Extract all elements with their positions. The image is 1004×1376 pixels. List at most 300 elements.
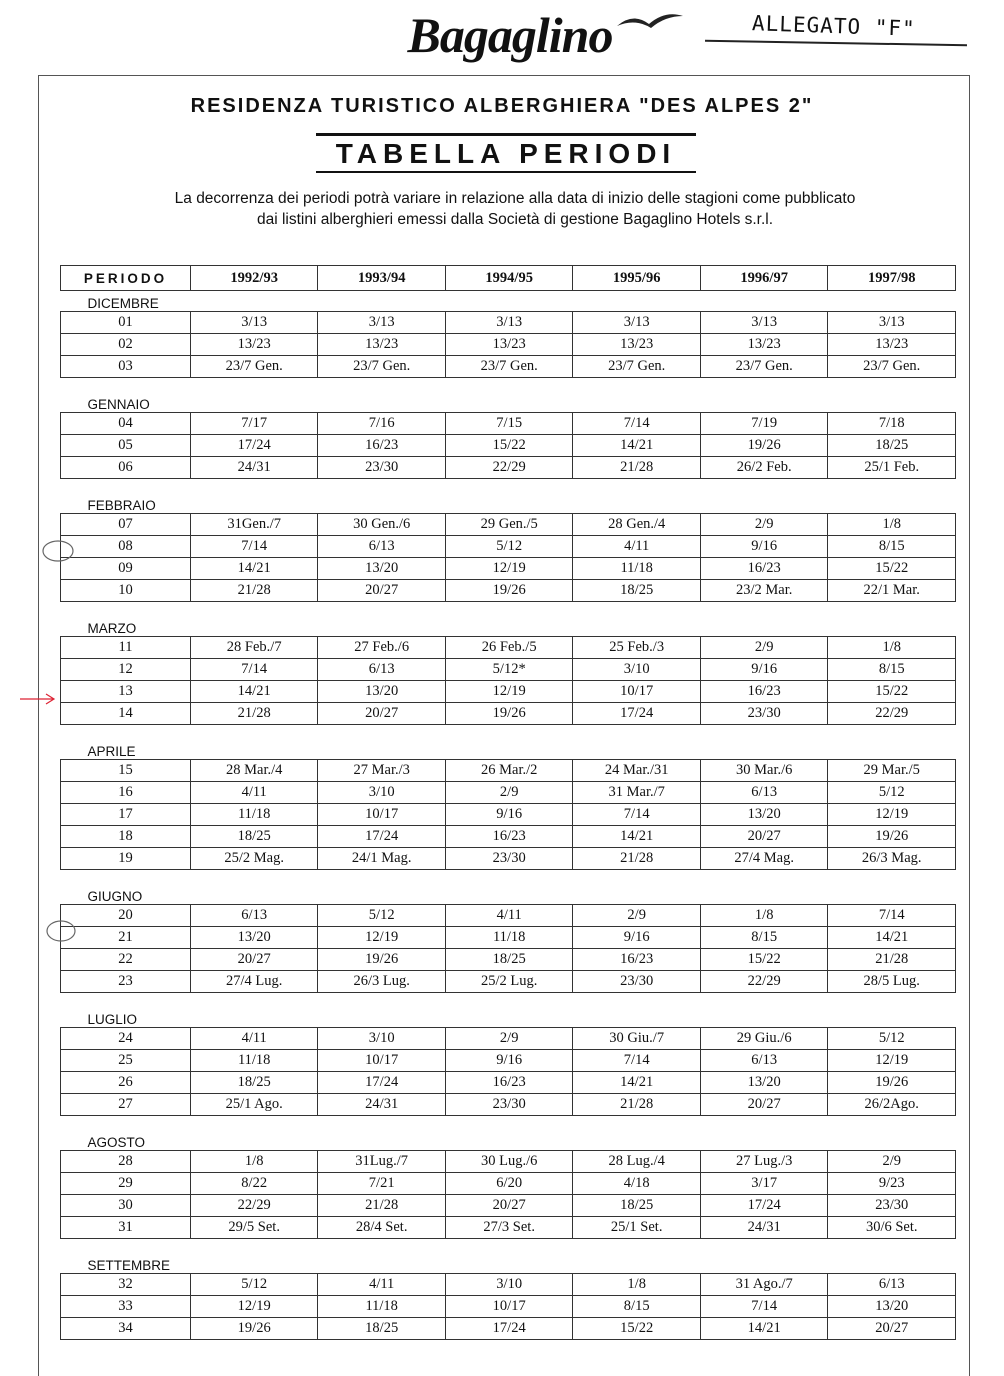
period-number-cell: 28 <box>61 1151 191 1173</box>
period-dates-cell: 21/28 <box>190 580 318 602</box>
period-dates-cell: 27/4 Lug. <box>190 971 318 993</box>
section-gap-cell <box>61 725 956 738</box>
period-dates-cell: 3/17 <box>700 1173 828 1195</box>
period-dates-cell: 3/13 <box>445 312 573 334</box>
section-gap-cell <box>61 870 956 883</box>
period-dates-cell: 3/13 <box>318 312 446 334</box>
period-dates-cell: 12/19 <box>828 804 956 826</box>
month-header-row <box>61 737 956 760</box>
period-dates-cell: 27/3 Set. <box>445 1217 573 1239</box>
period-dates-cell: 25/2 Lug. <box>445 971 573 993</box>
period-dates-cell: 26/3 Mag. <box>828 848 956 870</box>
period-dates-cell: 20/27 <box>190 949 318 971</box>
period-dates-cell: 11/18 <box>318 1296 446 1318</box>
period-number-cell: 10 <box>61 580 191 602</box>
period-dates-cell: 30 Gen./6 <box>318 514 446 536</box>
period-dates-cell: 3/10 <box>573 659 701 681</box>
column-header-season: 1995/96 <box>573 266 701 291</box>
period-dates-cell: 4/11 <box>445 905 573 927</box>
month-label: SETTEMBRE <box>87 1258 171 1273</box>
period-dates-cell: 9/16 <box>445 804 573 826</box>
period-dates-cell: 6/20 <box>445 1173 573 1195</box>
period-dates-cell: 8/22 <box>190 1173 318 1195</box>
period-dates-cell: 15/22 <box>828 558 956 580</box>
period-dates-cell: 27/4 Mag. <box>700 848 828 870</box>
period-dates-cell: 7/14 <box>700 1296 828 1318</box>
period-number-cell: 06 <box>61 457 191 479</box>
period-dates-cell: 14/21 <box>573 435 701 457</box>
period-number-cell: 02 <box>61 334 191 356</box>
table-row <box>61 580 956 602</box>
period-dates-cell: 22/29 <box>828 703 956 725</box>
period-dates-cell: 2/9 <box>828 1151 956 1173</box>
period-dates-cell: 3/13 <box>700 312 828 334</box>
month-header-row <box>61 291 956 312</box>
period-number-cell: 14 <box>61 703 191 725</box>
period-dates-cell: 16/23 <box>573 949 701 971</box>
period-dates-cell: 4/11 <box>573 536 701 558</box>
period-number-cell: 29 <box>61 1173 191 1195</box>
period-number-cell: 34 <box>61 1318 191 1340</box>
period-dates-cell: 7/15 <box>445 413 573 435</box>
period-dates-cell: 7/16 <box>318 413 446 435</box>
period-dates-cell: 1/8 <box>573 1274 701 1296</box>
table-row <box>61 356 956 378</box>
period-dates-cell: 7/21 <box>318 1173 446 1195</box>
period-dates-cell: 26 Feb./5 <box>445 637 573 659</box>
period-number-cell: 21 <box>61 927 191 949</box>
month-header-row <box>61 1251 956 1274</box>
month-label: APRILE <box>87 744 136 759</box>
period-dates-cell: 2/9 <box>700 514 828 536</box>
period-dates-cell: 14/21 <box>190 558 318 580</box>
period-dates-cell: 3/10 <box>318 1028 446 1050</box>
period-dates-cell: 21/28 <box>573 848 701 870</box>
period-dates-cell: 30 Giu./7 <box>573 1028 701 1050</box>
period-dates-cell: 28/5 Lug. <box>828 971 956 993</box>
table-row <box>61 1195 956 1217</box>
period-dates-cell: 19/26 <box>828 826 956 848</box>
period-dates-cell: 15/22 <box>700 949 828 971</box>
period-dates-cell: 23/30 <box>573 971 701 993</box>
table-row <box>61 558 956 580</box>
period-dates-cell: 9/16 <box>700 536 828 558</box>
period-dates-cell: 1/8 <box>828 514 956 536</box>
period-dates-cell: 19/26 <box>318 949 446 971</box>
period-dates-cell: 23/7 Gen. <box>828 356 956 378</box>
period-dates-cell: 26 Mar./2 <box>445 760 573 782</box>
month-header-row <box>61 491 956 514</box>
period-dates-cell: 31 Mar./7 <box>573 782 701 804</box>
period-dates-cell: 21/28 <box>190 703 318 725</box>
period-dates-cell: 11/18 <box>190 804 318 826</box>
period-dates-cell: 20/27 <box>700 826 828 848</box>
period-number-cell: 30 <box>61 1195 191 1217</box>
period-dates-cell: 7/18 <box>828 413 956 435</box>
period-dates-cell: 18/25 <box>190 826 318 848</box>
period-dates-cell: 24/31 <box>318 1094 446 1116</box>
period-dates-cell: 25/1 Feb. <box>828 457 956 479</box>
period-dates-cell: 3/13 <box>190 312 318 334</box>
table-row <box>61 1217 956 1239</box>
period-dates-cell: 6/13 <box>190 905 318 927</box>
period-dates-cell: 18/25 <box>828 435 956 457</box>
period-dates-cell: 20/27 <box>445 1195 573 1217</box>
table-row <box>61 1028 956 1050</box>
period-dates-cell: 17/24 <box>318 826 446 848</box>
period-dates-cell: 23/7 Gen. <box>318 356 446 378</box>
period-dates-cell: 3/10 <box>318 782 446 804</box>
period-dates-cell: 24/31 <box>190 457 318 479</box>
table-row <box>61 1274 956 1296</box>
month-label: DICEMBRE <box>87 296 159 311</box>
period-number-cell: 08 <box>61 536 191 558</box>
period-dates-cell: 21/28 <box>573 1094 701 1116</box>
period-dates-cell: 19/26 <box>190 1318 318 1340</box>
table-header-row <box>61 266 956 291</box>
column-header-season: 1992/93 <box>190 266 318 291</box>
month-label: FEBBRAIO <box>87 498 156 513</box>
table-row <box>61 1050 956 1072</box>
month-label: AGOSTO <box>87 1135 146 1150</box>
period-dates-cell: 15/22 <box>828 681 956 703</box>
period-dates-cell: 15/22 <box>573 1318 701 1340</box>
period-dates-cell: 2/9 <box>700 637 828 659</box>
period-dates-cell: 10/17 <box>318 804 446 826</box>
period-dates-cell: 7/14 <box>573 1050 701 1072</box>
table-row <box>61 312 956 334</box>
period-dates-cell: 1/8 <box>190 1151 318 1173</box>
period-dates-cell: 23/7 Gen. <box>700 356 828 378</box>
column-header-season: 1993/94 <box>318 266 446 291</box>
period-number-cell: 04 <box>61 413 191 435</box>
period-dates-cell: 13/23 <box>190 334 318 356</box>
table-row <box>61 949 956 971</box>
brand-logo: Bagaglino <box>407 7 613 63</box>
table-row <box>61 971 956 993</box>
section-gap <box>61 1116 956 1129</box>
section-gap <box>61 993 956 1006</box>
period-dates-cell: 18/25 <box>573 580 701 602</box>
section-gap-cell <box>61 1116 956 1129</box>
period-dates-cell: 5/12 <box>445 536 573 558</box>
period-number-cell: 26 <box>61 1072 191 1094</box>
period-dates-cell: 18/25 <box>445 949 573 971</box>
period-number-cell: 32 <box>61 1274 191 1296</box>
section-gap <box>61 725 956 738</box>
period-dates-cell: 7/14 <box>573 804 701 826</box>
period-dates-cell: 18/25 <box>318 1318 446 1340</box>
table-row <box>61 1318 956 1340</box>
period-dates-cell: 1/8 <box>828 637 956 659</box>
period-dates-cell: 21/28 <box>828 949 956 971</box>
table-row <box>61 782 956 804</box>
period-number-cell: 24 <box>61 1028 191 1050</box>
table-row <box>61 1151 956 1173</box>
table-row <box>61 435 956 457</box>
period-dates-cell: 14/21 <box>190 681 318 703</box>
period-dates-cell: 12/19 <box>445 681 573 703</box>
period-dates-cell: 8/15 <box>700 927 828 949</box>
period-dates-cell: 26/3 Lug. <box>318 971 446 993</box>
period-number-cell: 25 <box>61 1050 191 1072</box>
period-number-cell: 19 <box>61 848 191 870</box>
table-row <box>61 1173 956 1195</box>
period-dates-cell: 16/23 <box>318 435 446 457</box>
period-dates-cell: 27 Feb./6 <box>318 637 446 659</box>
period-dates-cell: 2/9 <box>573 905 701 927</box>
period-dates-cell: 23/7 Gen. <box>445 356 573 378</box>
period-number-cell: 31 <box>61 1217 191 1239</box>
period-dates-cell: 12/19 <box>445 558 573 580</box>
period-dates-cell: 5/12* <box>445 659 573 681</box>
period-dates-cell: 26/2Ago. <box>828 1094 956 1116</box>
period-dates-cell: 12/19 <box>828 1050 956 1072</box>
table-row <box>61 659 956 681</box>
period-dates-cell: 17/24 <box>318 1072 446 1094</box>
period-dates-cell: 22/29 <box>190 1195 318 1217</box>
period-number-cell: 07 <box>61 514 191 536</box>
period-dates-cell: 31Lug./7 <box>318 1151 446 1173</box>
period-dates-cell: 25/2 Mag. <box>190 848 318 870</box>
period-dates-cell: 8/15 <box>828 536 956 558</box>
table-row <box>61 703 956 725</box>
period-dates-cell: 11/18 <box>190 1050 318 1072</box>
column-header-season: 1997/98 <box>828 266 956 291</box>
section-gap <box>61 870 956 883</box>
period-dates-cell: 6/13 <box>700 1050 828 1072</box>
period-dates-cell: 24/1 Mag. <box>318 848 446 870</box>
page-title: TABELLA PERIODI <box>316 133 696 173</box>
table-row <box>61 760 956 782</box>
period-number-cell: 15 <box>61 760 191 782</box>
period-dates-cell: 16/23 <box>700 558 828 580</box>
column-header-season: 1996/97 <box>700 266 828 291</box>
intro-line-1: La decorrenza dei periodi potrà variare in relazione alla data di inizio delle stagioni come pubblicato <box>174 190 856 207</box>
period-dates-cell: 30 Mar./6 <box>700 760 828 782</box>
period-dates-cell: 28 Mar./4 <box>190 760 318 782</box>
period-dates-cell: 9/16 <box>700 659 828 681</box>
column-header-period: PERIODO <box>61 266 191 291</box>
period-dates-cell: 25/1 Set. <box>573 1217 701 1239</box>
table-row <box>61 1296 956 1318</box>
intro-paragraph <box>120 188 910 230</box>
period-dates-cell: 11/18 <box>445 927 573 949</box>
period-dates-cell: 19/26 <box>700 435 828 457</box>
table-row <box>61 804 956 826</box>
period-dates-cell: 5/12 <box>828 1028 956 1050</box>
period-dates-cell: 13/23 <box>573 334 701 356</box>
period-dates-cell: 5/12 <box>318 905 446 927</box>
period-dates-cell: 13/20 <box>318 681 446 703</box>
section-gap <box>61 1239 956 1252</box>
period-dates-cell: 19/26 <box>445 580 573 602</box>
period-dates-cell: 23/2 Mar. <box>700 580 828 602</box>
period-dates-cell: 10/17 <box>573 681 701 703</box>
red-arrow-mark-icon <box>18 692 60 706</box>
period-number-cell: 16 <box>61 782 191 804</box>
period-dates-cell: 12/19 <box>190 1296 318 1318</box>
section-gap <box>61 479 956 492</box>
period-dates-cell: 14/21 <box>573 826 701 848</box>
table-row <box>61 1094 956 1116</box>
periods-body <box>61 291 956 1340</box>
period-dates-cell: 13/20 <box>318 558 446 580</box>
period-dates-cell: 14/21 <box>573 1072 701 1094</box>
period-number-cell: 27 <box>61 1094 191 1116</box>
period-dates-cell: 14/21 <box>828 927 956 949</box>
table-row <box>61 848 956 870</box>
section-gap <box>61 378 956 391</box>
table-row <box>61 1072 956 1094</box>
table-row <box>61 457 956 479</box>
table-row <box>61 536 956 558</box>
handwritten-underline <box>705 40 967 47</box>
section-gap-cell <box>61 378 956 391</box>
period-number-cell: 20 <box>61 905 191 927</box>
period-dates-cell: 18/25 <box>573 1195 701 1217</box>
period-dates-cell: 13/23 <box>318 334 446 356</box>
period-dates-cell: 5/12 <box>828 782 956 804</box>
period-dates-cell: 3/10 <box>445 1274 573 1296</box>
period-number-cell: 13 <box>61 681 191 703</box>
period-dates-cell: 31Gen./7 <box>190 514 318 536</box>
period-number-cell: 33 <box>61 1296 191 1318</box>
period-dates-cell: 13/20 <box>828 1296 956 1318</box>
period-dates-cell: 6/13 <box>828 1274 956 1296</box>
section-gap <box>61 602 956 615</box>
month-header-row <box>61 390 956 413</box>
section-gap-cell <box>61 993 956 1006</box>
period-dates-cell: 8/15 <box>573 1296 701 1318</box>
month-label: GIUGNO <box>87 889 143 904</box>
period-number-cell: 11 <box>61 637 191 659</box>
table-row <box>61 334 956 356</box>
period-number-cell: 09 <box>61 558 191 580</box>
period-number-cell: 23 <box>61 971 191 993</box>
period-dates-cell: 2/9 <box>445 1028 573 1050</box>
period-number-cell: 17 <box>61 804 191 826</box>
period-dates-cell: 21/28 <box>318 1195 446 1217</box>
period-dates-cell: 12/19 <box>318 927 446 949</box>
period-dates-cell: 22/29 <box>445 457 573 479</box>
period-dates-cell: 10/17 <box>318 1050 446 1072</box>
period-dates-cell: 11/18 <box>573 558 701 580</box>
period-dates-cell: 26/2 Feb. <box>700 457 828 479</box>
periods-table <box>60 265 956 1340</box>
period-dates-cell: 20/27 <box>700 1094 828 1116</box>
period-dates-cell: 6/13 <box>700 782 828 804</box>
period-dates-cell: 3/13 <box>573 312 701 334</box>
handwritten-circle-mark <box>40 537 76 567</box>
month-label: GENNAIO <box>87 397 150 412</box>
period-dates-cell: 6/13 <box>318 659 446 681</box>
period-dates-cell: 19/26 <box>828 1072 956 1094</box>
period-number-cell: 12 <box>61 659 191 681</box>
period-dates-cell: 20/27 <box>828 1318 956 1340</box>
period-dates-cell: 27 Mar./3 <box>318 760 446 782</box>
column-header-season: 1994/95 <box>445 266 573 291</box>
period-dates-cell: 30/6 Set. <box>828 1217 956 1239</box>
period-dates-cell: 23/30 <box>700 703 828 725</box>
month-label: LUGLIO <box>87 1012 138 1027</box>
period-dates-cell: 4/18 <box>573 1173 701 1195</box>
period-dates-cell: 28 Lug./4 <box>573 1151 701 1173</box>
period-dates-cell: 9/16 <box>445 1050 573 1072</box>
section-gap-cell <box>61 479 956 492</box>
period-dates-cell: 7/14 <box>190 659 318 681</box>
period-dates-cell: 13/20 <box>190 927 318 949</box>
section-gap-cell <box>61 602 956 615</box>
period-dates-cell: 13/20 <box>700 1072 828 1094</box>
attachment-label: ALLEGATO "F" <box>751 11 917 41</box>
period-dates-cell: 29/5 Set. <box>190 1217 318 1239</box>
period-dates-cell: 18/25 <box>190 1072 318 1094</box>
period-dates-cell: 9/23 <box>828 1173 956 1195</box>
period-dates-cell: 25/1 Ago. <box>190 1094 318 1116</box>
period-dates-cell: 29 Gen./5 <box>445 514 573 536</box>
period-number-cell: 18 <box>61 826 191 848</box>
period-dates-cell: 20/27 <box>318 580 446 602</box>
period-dates-cell: 8/15 <box>828 659 956 681</box>
month-header-row <box>61 882 956 905</box>
period-dates-cell: 7/14 <box>190 536 318 558</box>
period-dates-cell: 17/24 <box>573 703 701 725</box>
period-dates-cell: 17/24 <box>700 1195 828 1217</box>
period-dates-cell: 27 Lug./3 <box>700 1151 828 1173</box>
table-row <box>61 413 956 435</box>
period-dates-cell: 1/8 <box>700 905 828 927</box>
period-dates-cell: 29 Giu./6 <box>700 1028 828 1050</box>
period-dates-cell: 5/12 <box>190 1274 318 1296</box>
period-dates-cell: 13/23 <box>700 334 828 356</box>
period-dates-cell: 13/23 <box>828 334 956 356</box>
period-dates-cell: 13/20 <box>700 804 828 826</box>
period-dates-cell: 13/23 <box>445 334 573 356</box>
period-number-cell: 01 <box>61 312 191 334</box>
period-dates-cell: 10/17 <box>445 1296 573 1318</box>
month-label: MARZO <box>87 621 137 636</box>
period-dates-cell: 4/11 <box>190 782 318 804</box>
period-dates-cell: 4/11 <box>190 1028 318 1050</box>
period-number-cell: 05 <box>61 435 191 457</box>
month-header-row <box>61 1128 956 1151</box>
table-row <box>61 514 956 536</box>
period-dates-cell: 7/17 <box>190 413 318 435</box>
period-dates-cell: 25 Feb./3 <box>573 637 701 659</box>
period-dates-cell: 23/30 <box>318 457 446 479</box>
period-dates-cell: 2/9 <box>445 782 573 804</box>
period-dates-cell: 22/29 <box>700 971 828 993</box>
month-header-row <box>61 614 956 637</box>
period-dates-cell: 4/11 <box>318 1274 446 1296</box>
period-dates-cell: 9/16 <box>573 927 701 949</box>
period-dates-cell: 16/23 <box>445 826 573 848</box>
period-number-cell: 22 <box>61 949 191 971</box>
period-dates-cell: 28 Feb./7 <box>190 637 318 659</box>
period-dates-cell: 22/1 Mar. <box>828 580 956 602</box>
period-dates-cell: 23/7 Gen. <box>573 356 701 378</box>
section-gap-cell <box>61 1239 956 1252</box>
table-row <box>61 637 956 659</box>
table-row <box>61 905 956 927</box>
period-dates-cell: 7/14 <box>828 905 956 927</box>
document-heading: RESIDENZA TURISTICO ALBERGHIERA "DES ALPES 2" <box>190 95 814 117</box>
period-dates-cell: 7/14 <box>573 413 701 435</box>
period-dates-cell: 16/23 <box>700 681 828 703</box>
period-dates-cell: 21/28 <box>573 457 701 479</box>
period-dates-cell: 17/24 <box>445 1318 573 1340</box>
